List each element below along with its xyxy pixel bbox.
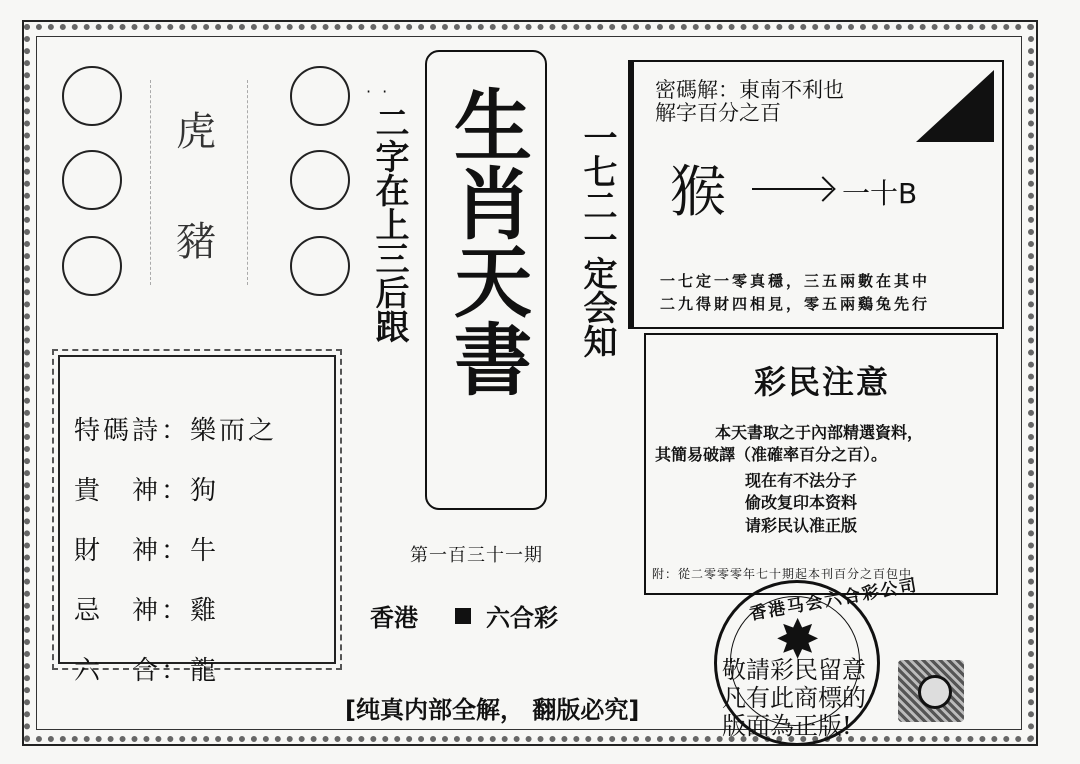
poem-line-2: 二九得財四相見，零五兩鷄兔先行 [660,295,931,313]
notice-title: 彩民注意 [754,363,891,401]
code-line-1: 密碼解：東南不利也 [655,78,844,102]
info-value: 樂而之 [190,416,278,446]
code-target: 一十B [842,177,918,210]
code-line-2: 解字百分之百 [655,101,781,125]
notice-line-1: 本天書取之于內部精選資料， [715,423,924,442]
issue-number: 第一百三十一期 [410,545,543,566]
notice-line-5: 请彩民认准正版 [745,516,858,535]
info-row-5: 六 合：龍 [74,656,220,686]
notice-fine-print: 附：從二零零零年七十期起本刊百分之百包中 [652,567,913,581]
corner-triangle [916,70,994,142]
info-row-4: 忌 神：雞 [74,596,220,626]
circle-marker [62,236,122,296]
right-phrase: 一七二一定会知 [577,120,617,358]
info-row-3: 財 神：牛 [74,536,220,566]
trademark-mark-icon [918,675,952,709]
square-icon [455,608,471,624]
circle-marker [62,66,122,126]
circle-marker [290,150,350,210]
left-phrase: 二字在上三后跟 [369,105,409,343]
poem-line-1: 一七定一零真穩，三五兩數在其中 [660,272,931,290]
circle-marker [290,236,350,296]
info-value: 牛 [190,536,220,566]
info-label: 財 神 [74,536,162,566]
page-title: 生肖天書 [441,85,532,397]
animal-tiger: 虎 [176,109,216,155]
info-row-2: 貴 神：狗 [74,476,220,506]
brand-left: 香港 [370,604,418,632]
circle-marker [290,66,350,126]
footer-slogan: [纯真内部全解， 翻版必究] [345,696,640,724]
info-value: 龍 [190,656,220,686]
notice-line-2: 其簡易破譯（准確率百分之百）。 [655,445,888,464]
animal-pig: 豬 [176,219,216,265]
stamp-line-3: 版面為正版! [722,712,852,740]
circle-marker [62,150,122,210]
brand-right: 六合彩 [486,604,558,632]
info-value: 雞 [190,596,220,626]
stamp-line-2: 凡有此商標的 [722,684,866,712]
info-value: 狗 [190,476,220,506]
stamp-arc-text: 香港马会六合彩公司 [747,575,920,625]
info-label: 忌 神 [74,596,162,626]
info-row-1: 特碼詩：樂而之 [74,416,278,446]
star-icon: ✸ [775,608,821,671]
info-label: 特碼詩 [74,416,162,446]
notice-line-3: 现在有不法分子 [745,471,858,490]
stamp-line-1: 敬請彩民留意 [722,656,866,684]
notice-line-4: 偷改复印本资料 [745,493,858,512]
info-label: 六 合 [74,656,162,686]
dots: · · [366,82,391,101]
info-label: 貴 神 [74,476,162,506]
code-animal: 猴 [670,160,726,225]
